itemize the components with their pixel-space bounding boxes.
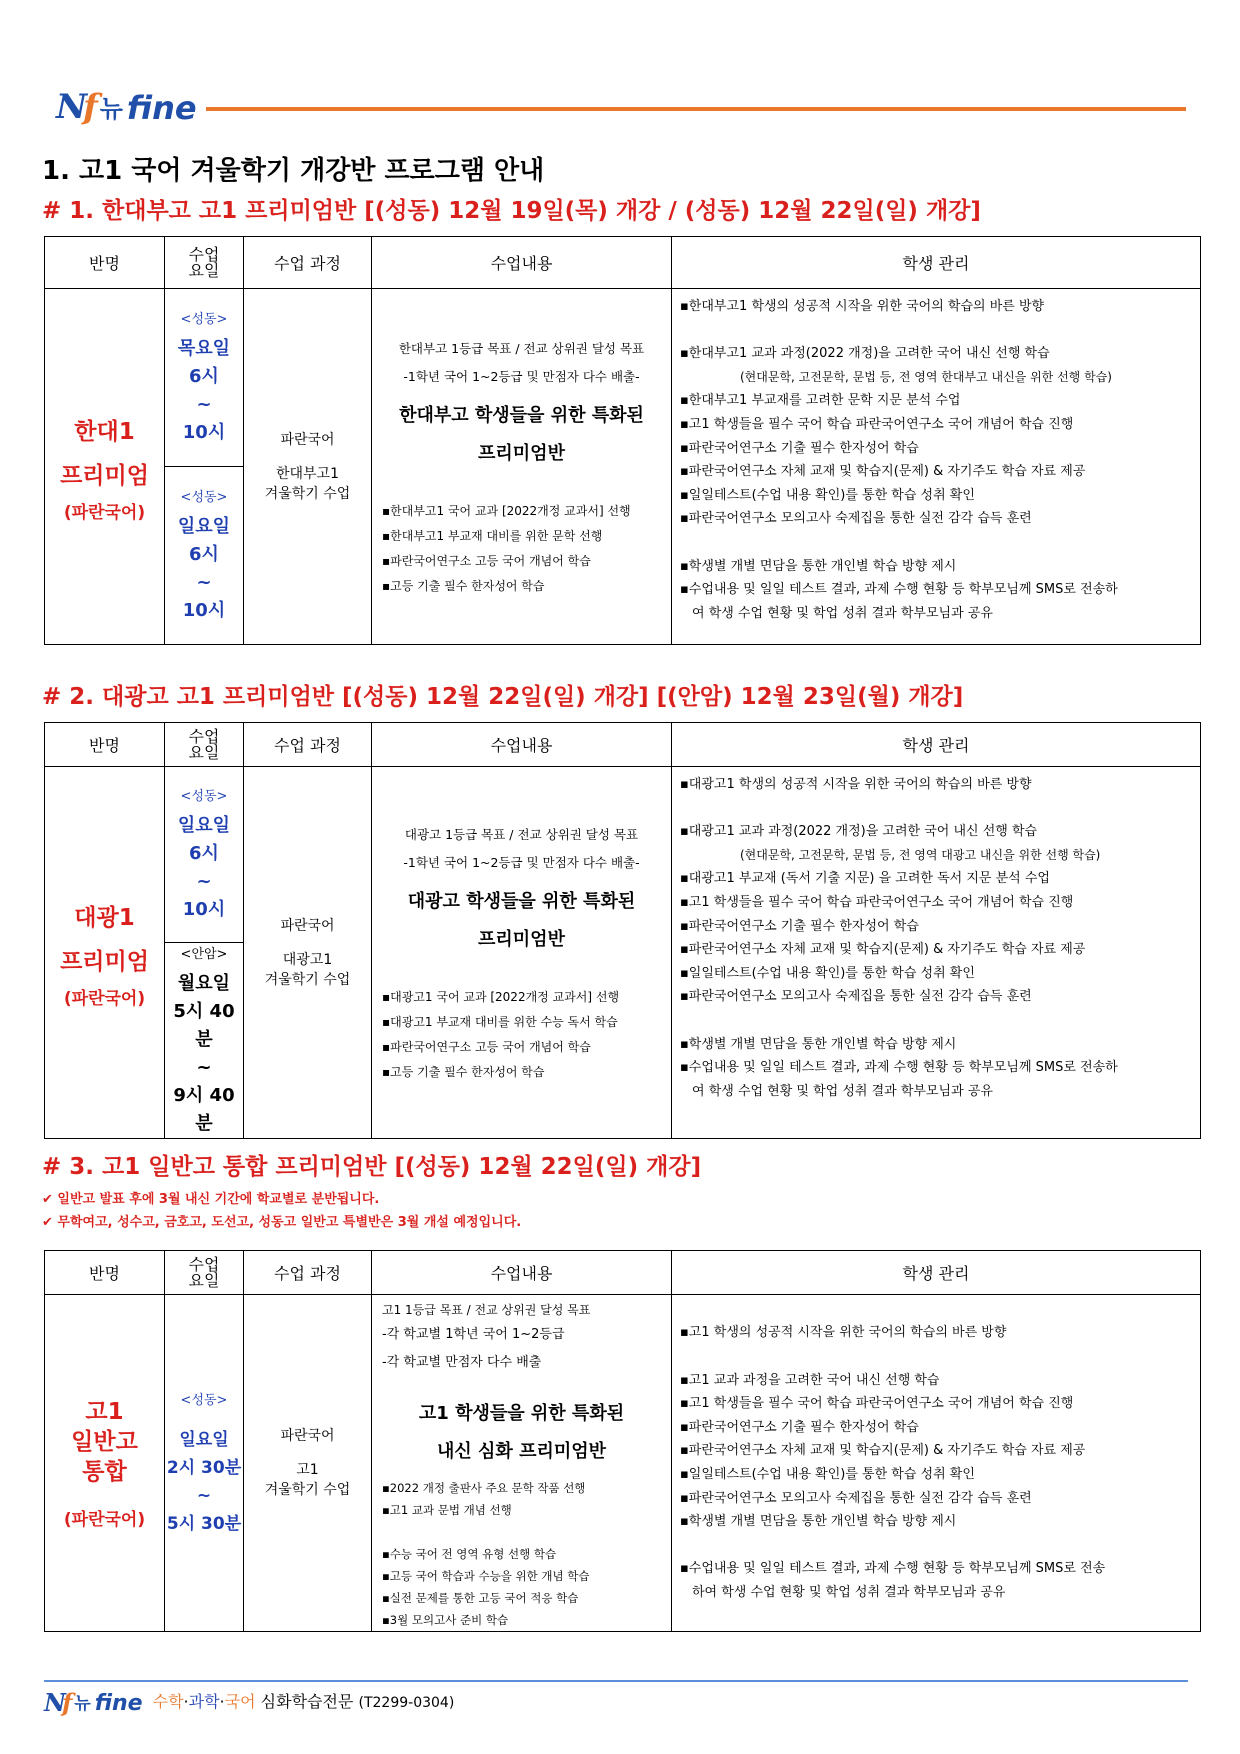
table-row [45, 767, 1201, 943]
section-3-note-2: ✔ 무학여고, 성수고, 금호고, 도선고, 성동고 일반고 특별반은 3월 개설 예정입니다. [42, 1215, 522, 1230]
logo-mark: Nf [56, 87, 94, 127]
schedule-cell: <성동> 목요일 6시 ~ 10시 [165, 289, 244, 467]
header-rule [206, 107, 1186, 111]
schedule-cell: <성동> 일요일 2시 30분 ~ 5시 30분 [165, 1295, 244, 1632]
section-1-title: # 1. 한대부고 고1 프리미엄반 [(성동) 12월 19일(목) 개강 / (성동) 12월 22일(일) 개강] [42, 198, 981, 224]
course-cell: 파란국어 고1 겨울학기 수업 [244, 1295, 372, 1632]
page-title: 1. 고1 국어 겨울학기 개강반 프로그램 안내 [42, 156, 545, 186]
footer-tagline: 수학·과학·국어 심화학습전문 (T2299-0304) [152, 1692, 455, 1711]
content-cell: 한대부고 1등급 목표 / 전교 상위권 달성 목표 -1학년 국어 1~2등급 및 만점자 다수 배출- 한대부고 학생들을 위한 특화된 프리미엄반 ▪한대부고1 국어 교과 [2022개정 교과서] 선행 ▪한대부고1 부교재 대비를 위한 문학 선행 ▪파란국어연구소 고등 국어 개념어 학습 ▪고등 기출 필수 한자성어 학습 [372, 289, 672, 645]
col-day: 수업 요일 [165, 1251, 244, 1295]
col-course: 수업 과정 [244, 1251, 372, 1295]
col-day: 수업 요일 [165, 237, 244, 289]
col-course: 수업 과정 [244, 237, 372, 289]
col-mgmt: 학생 관리 [672, 1251, 1201, 1295]
class-name: 고1 일반고 통합 (파란국어) [45, 1295, 165, 1632]
section-1-table [44, 236, 1201, 645]
col-day: 수업 요일 [165, 723, 244, 767]
class-name: 대광1 프리미엄 (파란국어) [45, 767, 165, 1139]
footer-rule [44, 1680, 1188, 1682]
logo-korean: 뉴 [99, 95, 123, 123]
brand-logo [56, 80, 197, 127]
table-header-row [45, 1251, 1201, 1295]
schedule-cell: <성동> 일요일 6시 ~ 10시 [165, 767, 244, 943]
management-cell: ▪고1 학생의 성공적 시작을 위한 국어의 학습의 바른 방향 ▪고1 교과 과정을 고려한 국어 내신 선행 학습 ▪고1 학생들을 필수 국어 학습 파란국어연구소 국어 개념어 학습 진행 ▪파란국어연구소 기출 필수 한자성어 학습 ▪파란국어연구소 자체 교재 및 학습지(문제) & 자기주도 학습 자료 제공 ▪일일테스트(수업 내용 확인)를 통한 학습 성취 확인 ▪파란국어연구소 모의고사 숙제집을 통한 실전 감각 습득 훈련 ▪학생별 개별 면담을 통한 개인별 학습 방향 제시 ▪수업내용 및 일일 테스트 결과, 과제 수행 현황 등 학부모님께 SMS로 전송 하여 학생 수업 현황 및 학업 성취 결과 학부모님과 공유 [672, 1295, 1201, 1632]
section-2-table [44, 722, 1201, 1139]
col-mgmt: 학생 관리 [672, 237, 1201, 289]
page-header [56, 80, 1186, 127]
col-name: 반명 [45, 723, 165, 767]
schedule-cell: <안암> 월요일 5시 40분 ~ 9시 40분 [165, 943, 244, 1139]
page-footer [44, 1680, 1188, 1720]
col-course: 수업 과정 [244, 723, 372, 767]
course-cell: 파란국어 대광고1 겨울학기 수업 [244, 767, 372, 1139]
section-3-title: # 3. 고1 일반고 통합 프리미엄반 [(성동) 12월 22일(일) 개강] [42, 1154, 702, 1180]
logo-english: fine [126, 89, 197, 127]
schedule-cell: <성동> 일요일 6시 ~ 10시 [165, 467, 244, 645]
class-name: 한대1 프리미엄 (파란국어) [45, 289, 165, 645]
section-3-note-1: ✔ 일반고 발표 후에 3월 내신 기간에 학교별로 분반됩니다. [42, 1192, 380, 1207]
table-row [45, 1295, 1201, 1632]
table-header-row [45, 237, 1201, 289]
col-name: 반명 [45, 237, 165, 289]
col-content: 수업내용 [372, 1251, 672, 1295]
col-content: 수업내용 [372, 723, 672, 767]
course-cell: 파란국어 한대부고1 겨울학기 수업 [244, 289, 372, 645]
table-row [45, 289, 1201, 467]
col-name: 반명 [45, 1251, 165, 1295]
table-header-row [45, 723, 1201, 767]
section-2-title: # 2. 대광고 고1 프리미엄반 [(성동) 12월 22일(일) 개강] [(안암) 12월 23일(월) 개강] [42, 684, 964, 710]
management-cell: ▪한대부고1 학생의 성공적 시작을 위한 국어의 학습의 바른 방향 ▪한대부고1 교과 과정(2022 개정)을 고려한 국어 내신 선행 학습 (현대문학, 고전문학, 문법 등, 전 영역 한대부고 내신을 위한 선행 학습) ▪한대부고1 부교재를 고려한 문학 지문 분석 수업 ▪고1 학생들을 필수 국어 학습 파란국어연구소 국어 개념어 학습 진행 ▪파란국어연구소 기출 필수 한자성어 학습 ▪파란국어연구소 자체 교재 및 학습지(문제) & 자기주도 학습 자료 제공 ▪일일테스트(수업 내용 확인)를 통한 학습 성취 확인 ▪파란국어연구소 모의고사 숙제집을 통한 실전 감각 습득 훈련 ▪학생별 개별 면담을 통한 개인별 학습 방향 제시 ▪수업내용 및 일일 테스트 결과, 과제 수행 현황 등 학부모님께 SMS로 전송하 여 학생 수업 현황 및 학업 성취 결과 학부모님과 공유 [672, 289, 1201, 645]
section-3-table [44, 1250, 1201, 1632]
management-cell: ▪대광고1 학생의 성공적 시작을 위한 국어의 학습의 바른 방향 ▪대광고1 교과 과정(2022 개정)을 고려한 국어 내신 선행 학습 (현대문학, 고전문학, 문법 등, 전 영역 대광고 내신을 위한 선행 학습) ▪대광고1 부교재 (독서 기출 지문) 을 고려한 독서 지문 분석 수업 ▪고1 학생들을 필수 국어 학습 파란국어연구소 국어 개념어 학습 진행 ▪파란국어연구소 기출 필수 한자성어 학습 ▪파란국어연구소 자체 교재 및 학습지(문제) & 자기주도 학습 자료 제공 ▪일일테스트(수업 내용 확인)를 통한 학습 성취 확인 ▪파란국어연구소 모의고사 숙제집을 통한 실전 감각 습득 훈련 ▪학생별 개별 면담을 통한 개인별 학습 방향 제시 ▪수업내용 및 일일 테스트 결과, 과제 수행 현황 등 학부모님께 SMS로 전송하 여 학생 수업 현황 및 학업 성취 결과 학부모님과 공유 [672, 767, 1201, 1139]
content-cell: 대광고 1등급 목표 / 전교 상위권 달성 목표 -1학년 국어 1~2등급 및 만점자 다수 배출- 대광고 학생들을 위한 특화된 프리미엄반 ▪대광고1 국어 교과 [2022개정 교과서] 선행 ▪대광고1 부교재 대비를 위한 수능 독서 학습 ▪파란국어연구소 고등 국어 개념어 학습 ▪고등 기출 필수 한자성어 학습 [372, 767, 672, 1139]
col-content: 수업내용 [372, 237, 672, 289]
col-mgmt: 학생 관리 [672, 723, 1201, 767]
footer-logo: Nf 뉴 fine 수학·과학·국어 심화학습전문 (T2299-0304) [44, 1688, 455, 1717]
content-cell: 고1 1등급 목표 / 전교 상위권 달성 목표 -각 학교별 1학년 국어 1~2등급 -각 학교별 만점자 다수 배출 고1 학생들을 위한 특화된 내신 심화 프리미엄반 ▪2022 개정 출판사 주요 문학 작품 선행 ▪고1 교과 문법 개념 선행 ▪수능 국어 전 영역 유형 선행 학습 ▪고등 국어 학습과 수능을 위한 개념 학습 ▪실전 문제를 통한 고등 국어 적응 학습 ▪3월 모의고사 준비 학습 [372, 1295, 672, 1632]
